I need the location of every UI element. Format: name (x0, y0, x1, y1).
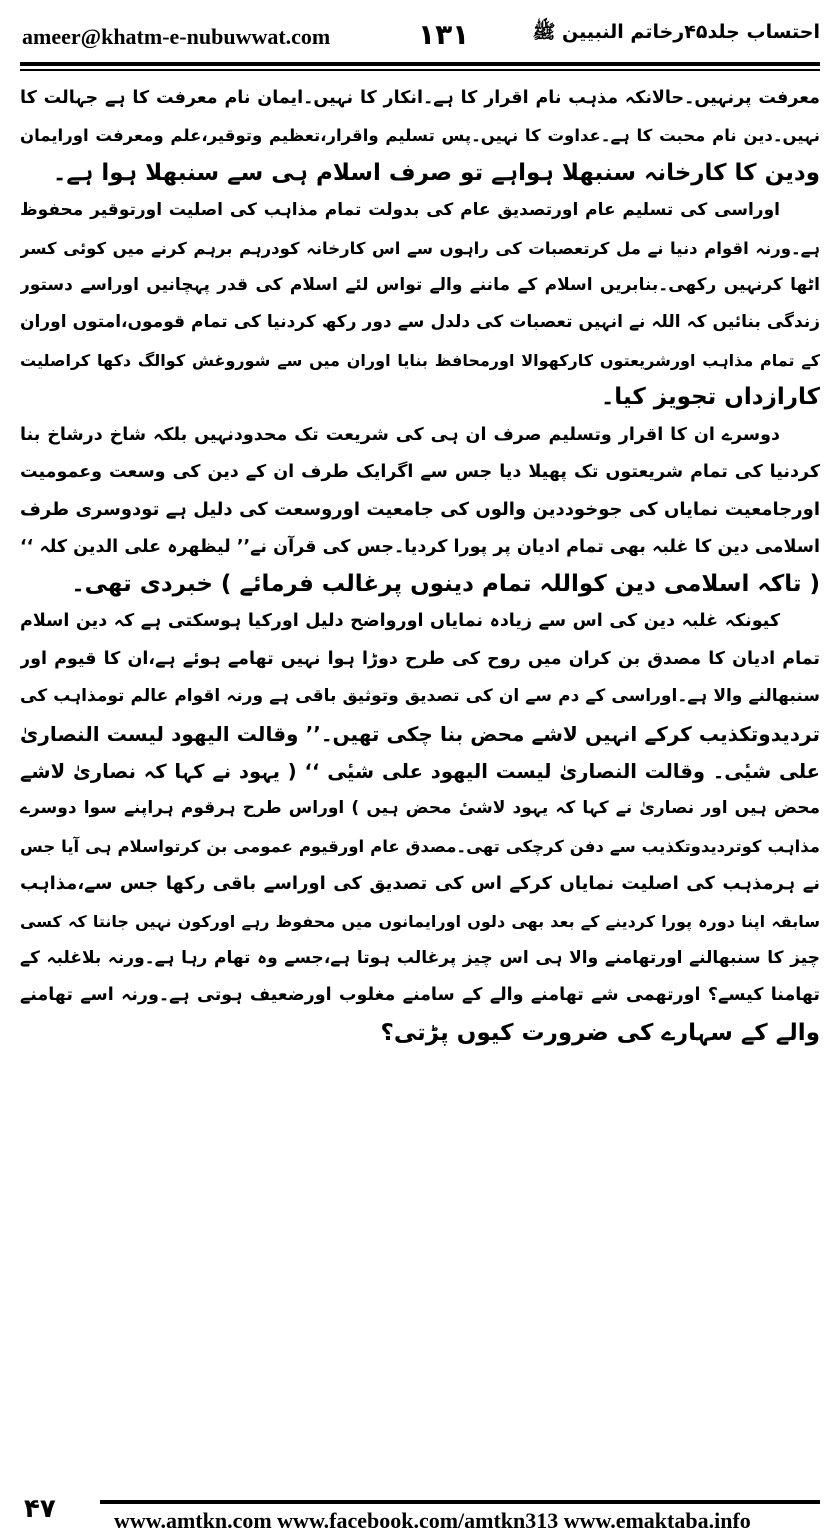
text-line: سابقہ اپنا دورہ پورا کردینے کے بعد بھی دلوں اورایمانوں میں محفوظ رہے اورکون نہیں جانتا کہ کسی (20, 911, 820, 931)
body-text (20, 80, 820, 1052)
text-line: مذاہب کوتردیدوتکذیب سے دفن کرچکی تھی۔مصدق عام اورقیوم عمومی بن کرتواسلام ہی آیا جس (20, 836, 820, 856)
text-line: اسلامی دین کا غلبہ بھی تمام ادیان پر پورا کردیا۔جس کی قرآن نے’’ لیظھرہ علی الدین کلہ ‘‘ (20, 536, 820, 557)
footer-links: www.amtkn.com www.facebook.com/amtkn313 www.emaktaba.info (114, 1508, 751, 1533)
text-line: زندگی بنائیں کہ اللہ نے انہیں تعصبات کی دلدل سے دور رکھ کردنیا کی تمام قوموں،امتوں اوران (20, 312, 820, 333)
text-line: کارازداں تجویز کیا۔ (600, 384, 820, 411)
header-book-title: احتساب جلد۴۵رخاتم النبیین ﷺ (532, 21, 820, 43)
header-email: ameer@khatm-e-nubuwwat.com (22, 24, 331, 49)
text-line: محض ہیں اور نصاریٰ نے کہا کہ یہود لاشیٔ محض ہیں ) اوراس طرح ہرقوم ہراپنے سوا دوسرے (20, 798, 820, 819)
text-line: چیز کا سنبھالنے اورتھامنے والا ہی اس چیز پرغالب ہوتا ہے،جسے وہ تھام رہا ہے۔ورنہ بلاغلبہ کے (20, 947, 820, 968)
text-line: معرفت پرنہیں۔حالانکہ مذہب نام اقرار کا ہے۔انکار کا نہیں۔ایمان نام معرفت کا ہے جہالت کا (20, 88, 820, 108)
text-line: اورجامعیت نمایاں کی جوخوددین والوں کی جامعیت اوروسعت کی دلیل ہے تودوسری طرف (20, 499, 820, 521)
text-line: ودین کا کارخانہ سنبھلا ہواہے تو صرف اسلام ہی سے سنبھلا ہوا ہے۔ (52, 159, 820, 186)
header-rule-thin (20, 69, 820, 71)
text-line: تمام ادیان کا مصدق بن کران میں روح کی طرح دوڑا ہوا نہیں تھامے ہوئے ہے،ان کا قیوم اور (20, 648, 820, 669)
text-line: اوراسی کی تسلیم عام اورتصدیق عام کی بدولت تمام مذاہب کی اصلیت اورتوقیر محفوظ (20, 200, 780, 221)
text-line: ( تاکہ اسلامی دین کواللہ تمام دینوں پرغالب فرمائے ) خبردی تھی۔ (71, 571, 820, 598)
text-line: کیونکہ غلبہ دین کی اس سے زیادہ نمایاں اورواضح دلیل اورکیا ہوسکتی ہے کہ دین اسلام (20, 611, 780, 632)
header-page-number: ۱۳۱ (418, 18, 470, 51)
footer-page-number: ۴۷ (24, 1494, 56, 1524)
text-line: تھامنا کیسے؟ اورتھمی شے تھامنے والے کے سامنے مغلوب اورضعیف ہوتی ہے۔ورنہ اسے تھامنے (20, 985, 820, 1006)
text-line: ہے۔ورنہ اقوام دنیا نے مل کرتعصبات کی راہوں سے اس کارخانہ کودرہم برہم کرنے میں کوئی کسر (20, 238, 820, 258)
text-line: سنبھالنے والا ہے۔اوراسی کے دم سے ان کی تصدیق وتوثیق باقی ہے ورنہ اقوام عالم تومذاہب کی (20, 686, 820, 707)
footer-rule (100, 1500, 820, 1504)
header-rule-thick (20, 62, 820, 66)
text-line: دوسرے ان کا اقرار وتسلیم صرف ان ہی کی شریعت تک محدودنہیں بلکہ شاخ درشاخ بنا (20, 424, 780, 445)
text-line: تردیدوتکذیب کرکے انہیں لاشے محض بنا چکی تھیں۔’’ وقالت الیھود لیست النصاریٰ (20, 721, 820, 746)
text-line: اٹھا کرنہیں رکھی۔بنابریں اسلام کے ماننے والے تواس لئے اسلام کی قدر پہچانیں اوراسے دستور (20, 274, 820, 295)
text-line: کے تمام مذاہب اورشریعتوں کارکھوالا اورمحافظ بنایا اوران میں سے شوروغش کوالگ دکھا کراصلیت (20, 350, 820, 370)
text-line: کردنیا کی تمام شریعتوں تک پھیلا دیا جس سے اگرایک طرف ان کے دین کی وسعت وعمومیت (20, 461, 820, 482)
page-header (20, 12, 820, 58)
text-line: والے کے سہارے کی ضرورت کیوں پڑتی؟ (380, 1019, 820, 1046)
page-footer (20, 1494, 820, 1534)
text-line: نے ہرمذہب کی اصلیت نمایاں کرکے اس کی تصدیق کی اوراسے باقی رکھا جس سے،مذاہب (20, 873, 820, 895)
text-line: علی شیٔی۔ وقالت النصاریٰ لیست الیھود علی شیٔی ‘‘ ( یہود نے کہا کہ نصاریٰ لاشے (20, 760, 820, 784)
text-line: نہیں۔دین نام محبت کا ہے۔عداوت کا نہیں۔پس تسلیم واقرار،تعظیم وتوقیر،علم ومعرفت اورایمان (20, 126, 820, 146)
